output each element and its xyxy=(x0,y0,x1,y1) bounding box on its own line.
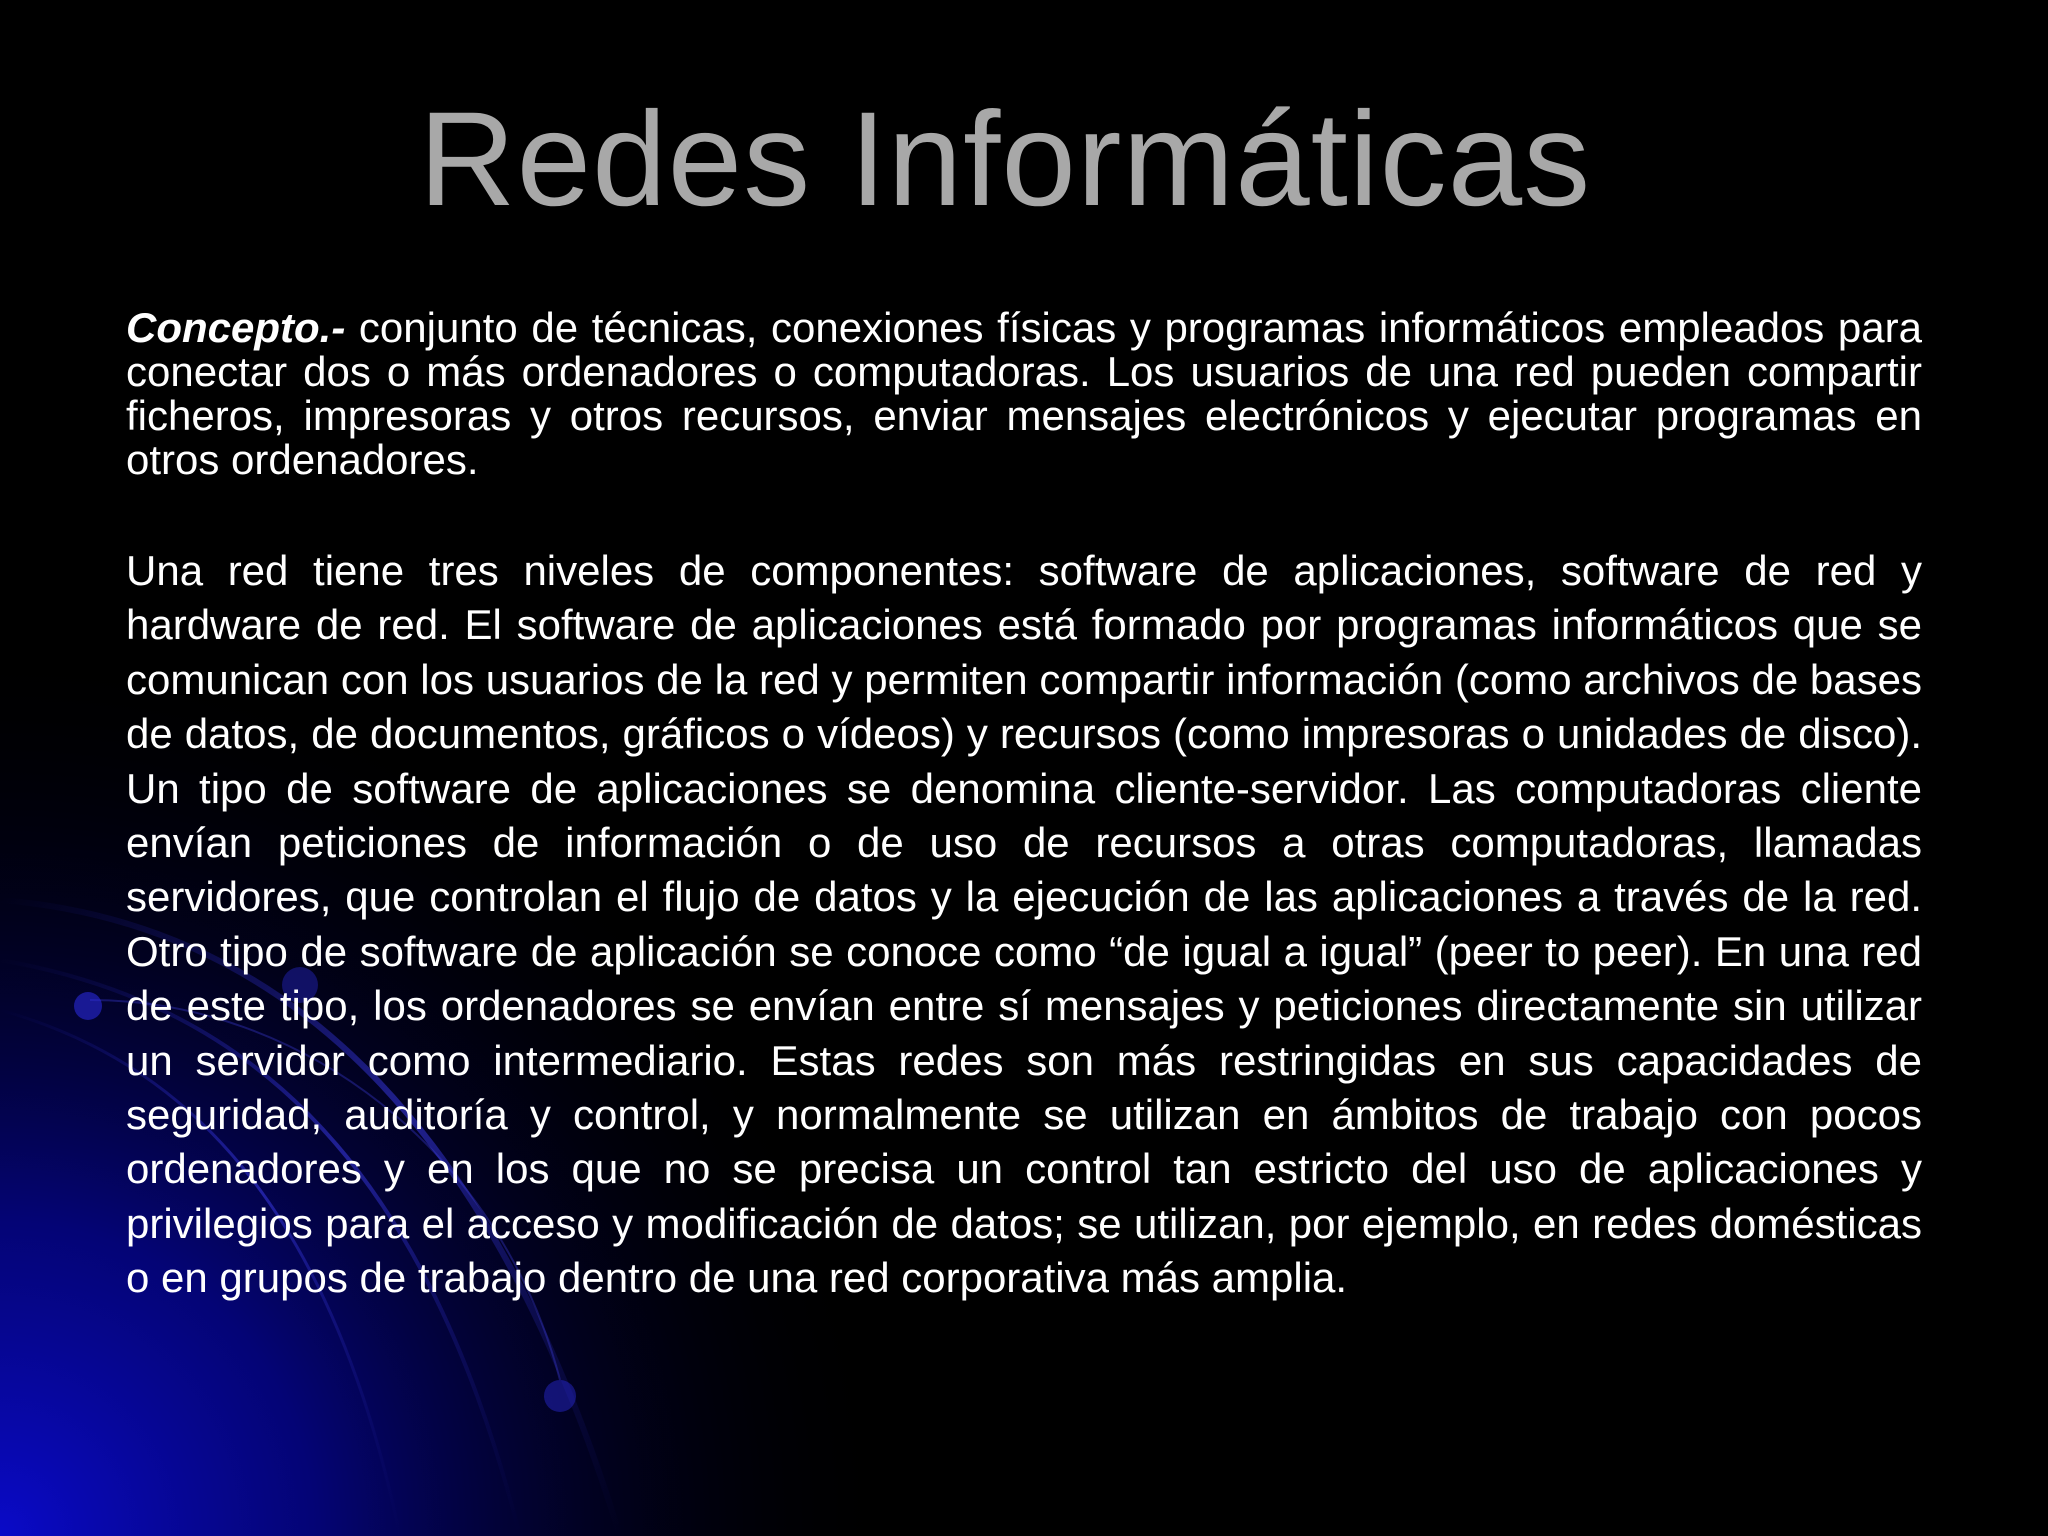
concept-paragraph xyxy=(126,306,1922,482)
concept-text: conjunto de técnicas, conexiones físicas y programas informáticos empleados para conectar dos o más ordenadores o computadoras. Los usuarios de una red pueden compartir ficheros, impresoras y otros recursos, enviar mensajes electrónicos y ejecutar programas en otros ordenadores. xyxy=(126,304,1922,483)
glow-dot xyxy=(74,992,102,1020)
concept-lead: Concepto.- xyxy=(126,304,346,351)
components-paragraph: Una red tiene tres niveles de componentes: software de aplicaciones, software de red y hardware de red. El software de aplicaciones está formado por programas informáticos que se comunican con los usuarios de la red y permiten compartir información (como archivos de bases de datos, de documentos, gráficos o vídeos) y recursos (como impresoras o unidades de disco). Un tipo de software de aplicaciones se denomina cliente-servidor. Las computadoras cliente envían peticiones de información o de uso de recursos a otras computadoras, llamadas servidores, que controlan el flujo de datos y la ejecución de las aplicaciones a través de la red. Otro tipo de software de aplicación se conoce como “de igual a igual” (peer to peer). En una red de este tipo, los ordenadores se envían entre sí mensajes y peticiones directamente sin utilizar un servidor como intermediario. Estas redes son más restringidas en sus capacidades de seguridad, auditoría y control, y normalmente se utilizan en ámbitos de trabajo con pocos ordenadores y en los que no se precisa un control tan estricto del uso de aplicaciones y privilegios para el acceso y modificación de datos; se utilizan, por ejemplo, en redes domésticas o en grupos de trabajo dentro de una red corporativa más amplia. xyxy=(126,547,1922,1302)
slide-title: Redes Informáticas xyxy=(418,85,1592,234)
glow-dot xyxy=(544,1380,576,1412)
